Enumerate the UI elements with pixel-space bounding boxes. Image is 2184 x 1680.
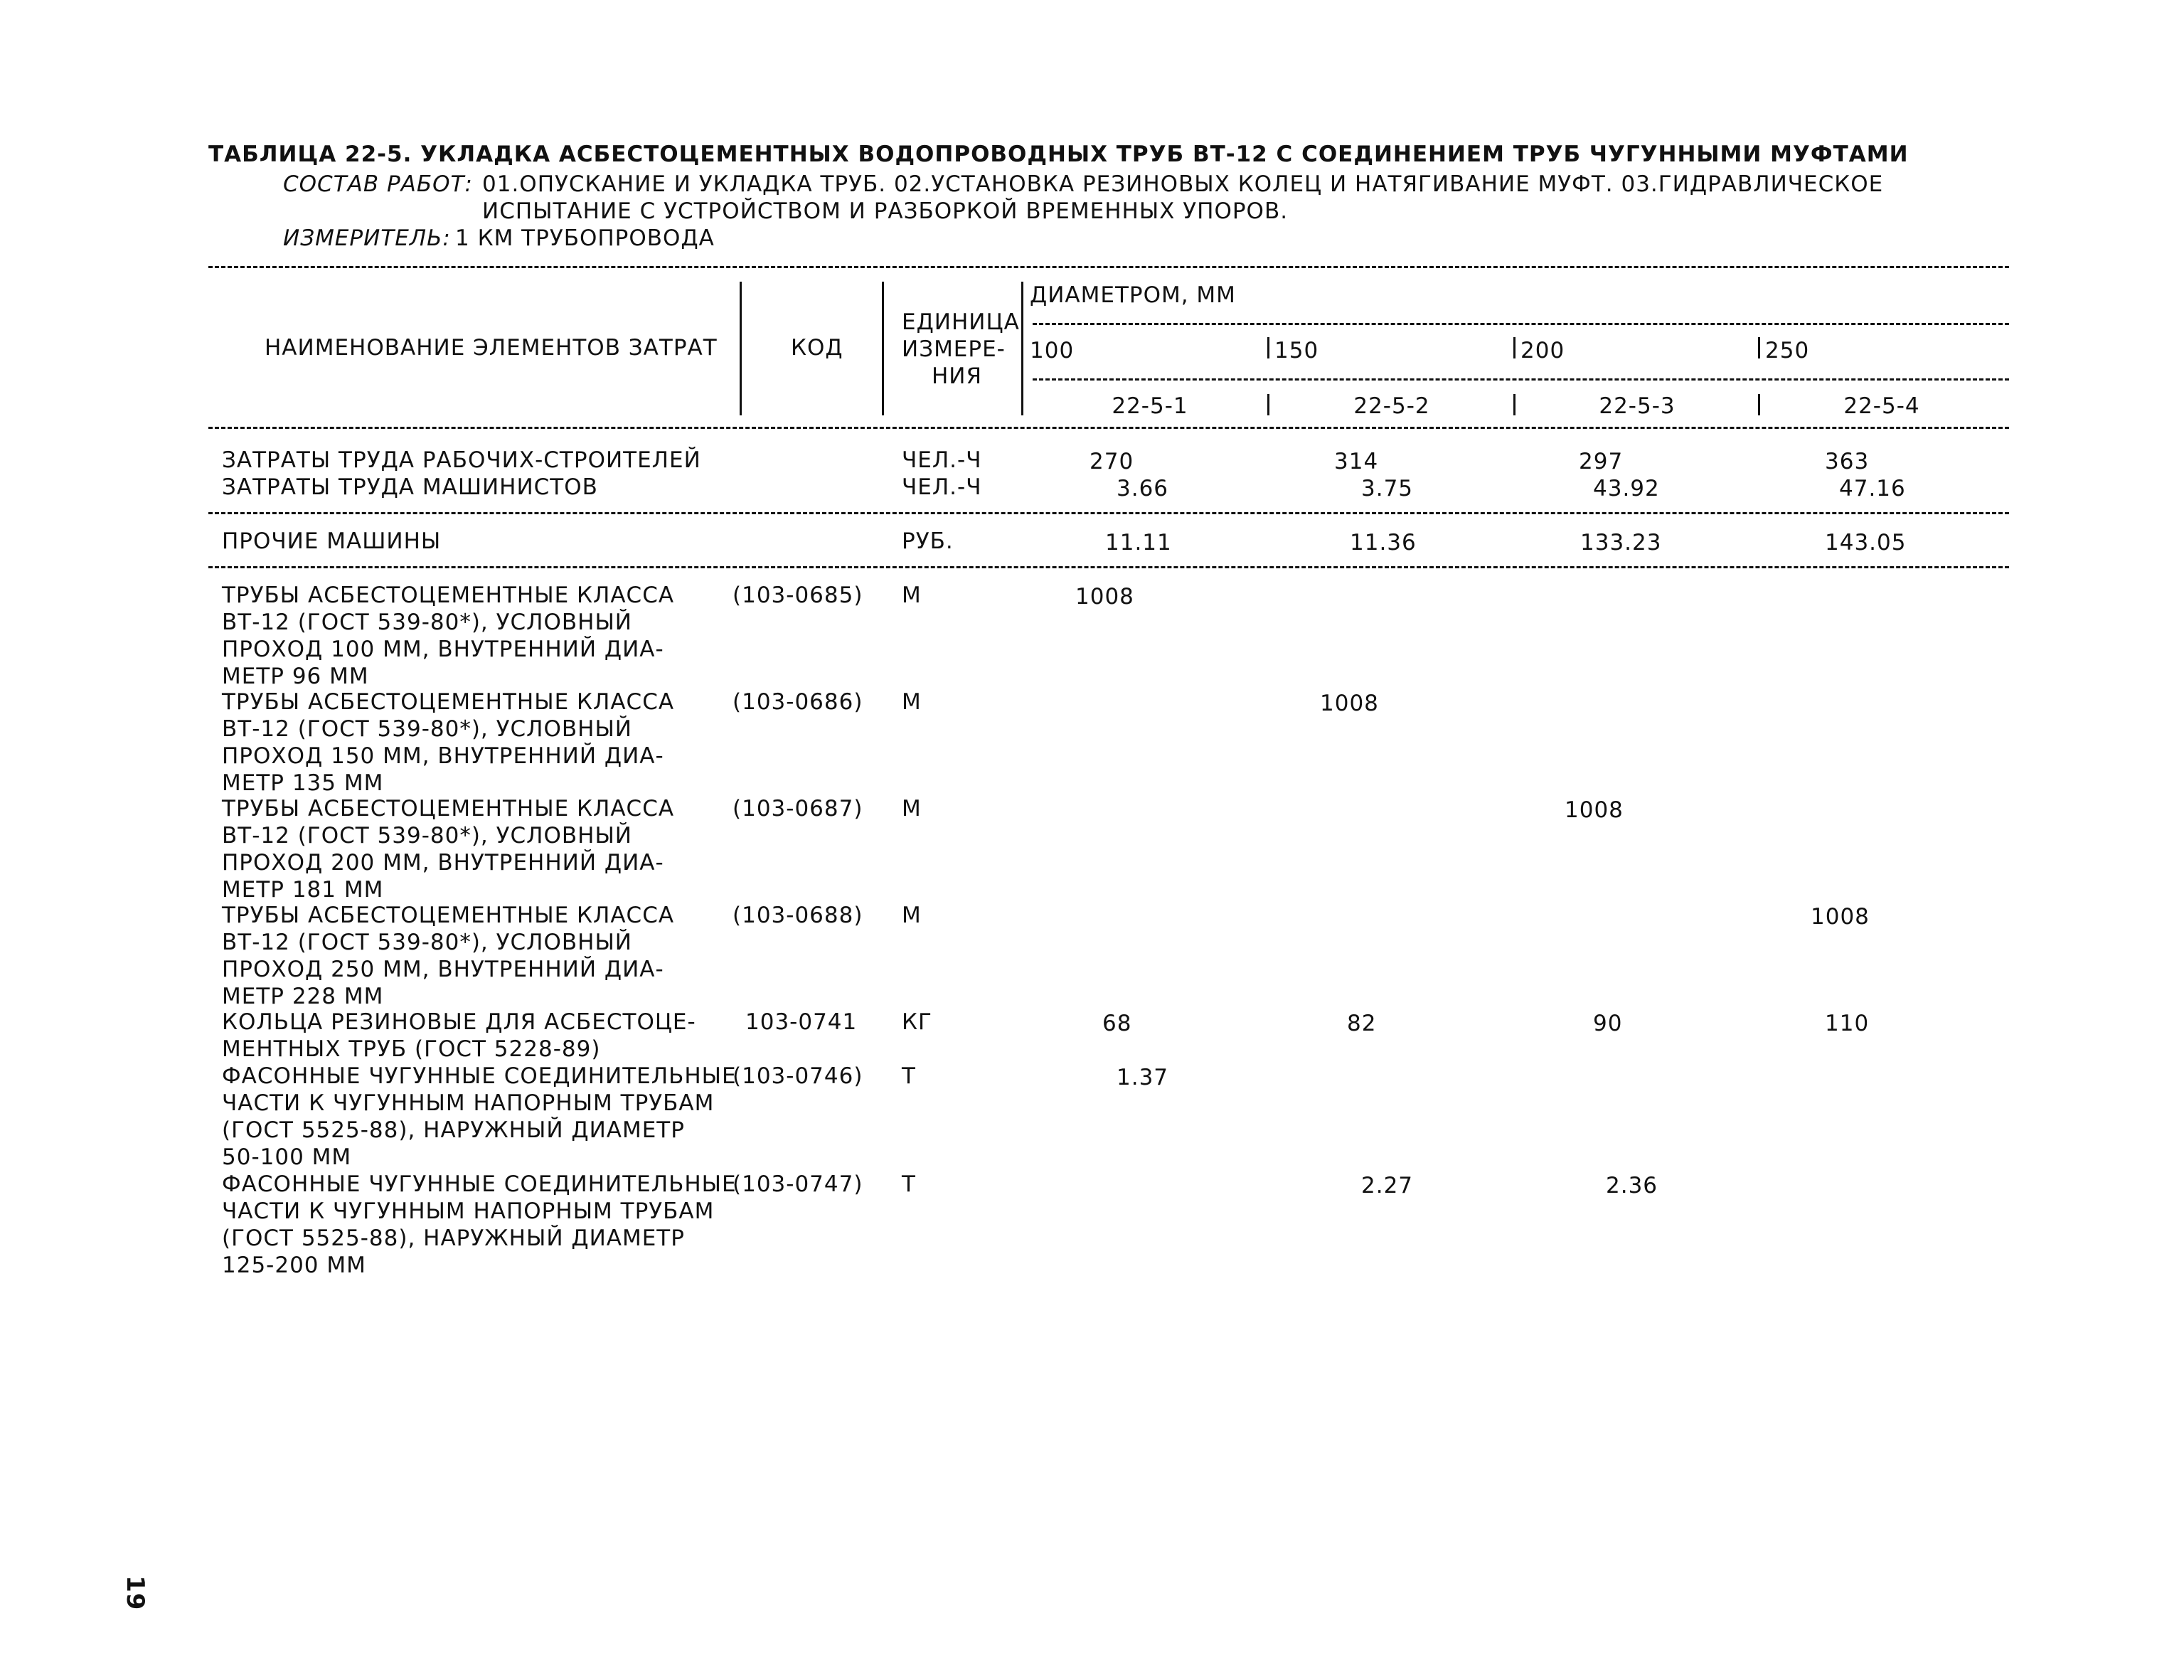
material-name-line: ВТ-12 (ГОСТ 539-80*), УСЛОВНЫЙ [222,823,632,849]
value-d100: 1.37 [1117,1065,1169,1090]
value-d250: 363 [1825,449,1870,474]
material-name-line: 50-100 ММ [222,1144,352,1170]
material-name-line: ПРОХОД 150 ММ, ВНУТРЕННИЙ ДИА- [222,743,664,769]
material-unit: КГ [902,1009,932,1035]
material-name-line: МЕТР 181 ММ [222,877,384,903]
measure-label: ИЗМЕРИТЕЛЬ: [283,225,451,251]
header-code-22-5-3: 22-5-3 [1599,393,1676,419]
material-code: (103-0686) [733,689,863,715]
material-name-line: ПРОХОД 100 ММ, ВНУТРЕННИЙ ДИА- [222,637,664,662]
material-name-line: (ГОСТ 5525-88), НАРУЖНЫЙ ДИАМЕТР [222,1117,685,1143]
material-name-line: ПРОХОД 200 ММ, ВНУТРЕННИЙ ДИА- [222,850,664,876]
header-divider-c4 [1758,394,1760,415]
material-unit: М [902,903,922,928]
value-d150: 11.36 [1350,530,1417,555]
material-name-line: ФАСОННЫЕ ЧУГУННЫЕ СОЕДИНИТЕЛЬНЫЕ [222,1171,737,1197]
row-unit: ЧЕЛ.-Ч [902,474,982,500]
value-d100: 3.66 [1117,476,1169,501]
header-divider-d150 [1267,337,1269,358]
row-unit: РУБ. [902,528,954,554]
material-name-line: ТРУБЫ АСБЕСТОЦЕМЕНТНЫЕ КЛАССА [222,583,675,608]
header-divider-d250 [1758,337,1760,358]
value-d100: 1008 [1075,584,1134,610]
value-d200: 90 [1593,1011,1623,1036]
material-unit: Т [902,1063,916,1089]
value-d150: 314 [1334,449,1379,474]
header-divider-name-code [740,282,742,415]
material-name-line: ЧАСТИ К ЧУГУННЫМ НАПОРНЫМ ТРУБАМ [222,1198,715,1224]
material-code: (103-0688) [733,903,863,928]
material-name-line: ВТ-12 (ГОСТ 539-80*), УСЛОВНЫЙ [222,930,632,955]
material-name-line: 125-200 ММ [222,1253,366,1278]
header-code-22-5-1: 22-5-1 [1112,393,1188,419]
composition-line-2: ИСПЫТАНИЕ С УСТРОЙСТВОМ И РАЗБОРКОЙ ВРЕМЕННЫХ УПОРОВ. [482,198,1289,224]
material-name-line: ПРОХОД 250 ММ, ВНУТРЕННИЙ ДИА- [222,957,664,982]
measure-value: 1 КМ ТРУБОПРОВОДА [455,225,715,251]
material-name-line: МЕТР 135 ММ [222,770,384,796]
header-diameter-100: 100 [1030,338,1075,363]
material-name-line: (ГОСТ 5525-88), НАРУЖНЫЙ ДИАМЕТР [222,1226,685,1251]
header-diameter-200: 200 [1520,338,1565,363]
row-name: ПРОЧИЕ МАШИНЫ [222,528,442,554]
material-unit: М [902,689,922,715]
material-unit: Т [902,1171,916,1197]
material-name-line: ЧАСТИ К ЧУГУННЫМ НАПОРНЫМ ТРУБАМ [222,1090,715,1116]
value-d150: 3.75 [1361,476,1414,501]
material-name-line: ТРУБЫ АСБЕСТОЦЕМЕНТНЫЕ КЛАССА [222,796,675,822]
material-name-line: МЕТР 228 ММ [222,984,384,1009]
value-d200: 43.92 [1593,476,1660,501]
material-code: 103-0741 [745,1009,858,1035]
header-divider-c3 [1513,394,1516,415]
value-d150: 2.27 [1361,1173,1414,1198]
material-unit: М [902,796,922,822]
header-top-rule [208,266,2009,268]
labor-bottom-rule [208,512,2009,514]
material-name-line: ВТ-12 (ГОСТ 539-80*), УСЛОВНЫЙ [222,610,632,635]
code-sub-rule [1033,378,2009,381]
material-name-line: МЕТР 96 ММ [222,664,369,689]
value-d100: 11.11 [1105,530,1172,555]
material-name-line: ВТ-12 (ГОСТ 539-80*), УСЛОВНЫЙ [222,716,632,742]
header-code: КОД [791,335,843,361]
material-name-line: КОЛЬЦА РЕЗИНОВЫЕ ДЛЯ АСБЕСТОЦЕ- [222,1009,696,1035]
value-d100: 68 [1102,1011,1132,1036]
header-bottom-rule [208,427,2009,429]
material-name-line: ТРУБЫ АСБЕСТОЦЕМЕНТНЫЕ КЛАССА [222,903,675,928]
material-name-line: ТРУБЫ АСБЕСТОЦЕМЕНТНЫЕ КЛАССА [222,689,675,715]
header-divider-d200 [1513,337,1516,358]
header-unit-line-3: НИЯ [932,363,983,389]
page-number: 19 [121,1575,149,1611]
row-unit: ЧЕЛ.-Ч [902,447,982,473]
header-diameter-250: 250 [1765,338,1810,363]
composition-label: СОСТАВ РАБОТ: [283,171,473,197]
table-title: ТАБЛИЦА 22-5. УКЛАДКА АСБЕСТОЦЕМЕНТНЫХ ВОДОПРОВОДНЫХ ТРУБ ВТ-12 С СОЕДИНЕНИЕМ ТРУБ ЧУГУННЫМИ МУФТАМИ [208,142,1909,167]
material-code: (103-0747) [733,1171,863,1197]
diameter-sub-rule [1033,323,2009,325]
value-d150: 1008 [1320,691,1379,716]
material-code: (103-0746) [733,1063,863,1089]
header-diameter-150: 150 [1274,338,1319,363]
header-code-22-5-4: 22-5-4 [1843,393,1920,419]
material-name-line: ФАСОННЫЕ ЧУГУННЫЕ СОЕДИНИТЕЛЬНЫЕ [222,1063,737,1089]
composition-line-1: 01.ОПУСКАНИЕ И УКЛАДКА ТРУБ. 02.УСТАНОВКА РЕЗИНОВЫХ КОЛЕЦ И НАТЯГИВАНИЕ МУФТ. 03.ГИДРАВЛИЧЕСКОЕ [482,171,1884,197]
material-unit: М [902,583,922,608]
row-name: ЗАТРАТЫ ТРУДА РАБОЧИХ-СТРОИТЕЛЕЙ [222,447,701,473]
material-name-line: МЕНТНЫХ ТРУБ (ГОСТ 5228-89) [222,1036,601,1062]
value-d200: 1008 [1565,797,1624,823]
value-d200: 297 [1579,449,1624,474]
value-d100: 270 [1090,449,1134,474]
material-code: (103-0685) [733,583,863,608]
header-unit-line-2: ИЗМЕРЕ- [902,336,1006,362]
row-name: ЗАТРАТЫ ТРУДА МАШИНИСТОВ [222,474,598,500]
value-d150: 82 [1347,1011,1377,1036]
value-d200: 133.23 [1580,530,1662,555]
value-d250: 1008 [1811,904,1870,930]
header-diameter-group: ДИАМЕТРОМ, ММ [1030,282,1236,308]
header-unit-line-1: ЕДИНИЦА [902,309,1020,335]
machines-bottom-rule [208,566,2009,568]
value-d250: 47.16 [1839,476,1906,501]
header-divider-unit-values [1021,282,1023,415]
header-name: НАИМЕНОВАНИЕ ЭЛЕМЕНТОВ ЗАТРАТ [265,335,718,361]
material-code: (103-0687) [733,796,863,822]
value-d250: 143.05 [1825,530,1907,555]
header-divider-c2 [1267,394,1269,415]
value-d250: 110 [1825,1011,1870,1036]
header-divider-code-unit [882,282,884,415]
header-code-22-5-2: 22-5-2 [1353,393,1430,419]
value-d200: 2.36 [1606,1173,1658,1198]
